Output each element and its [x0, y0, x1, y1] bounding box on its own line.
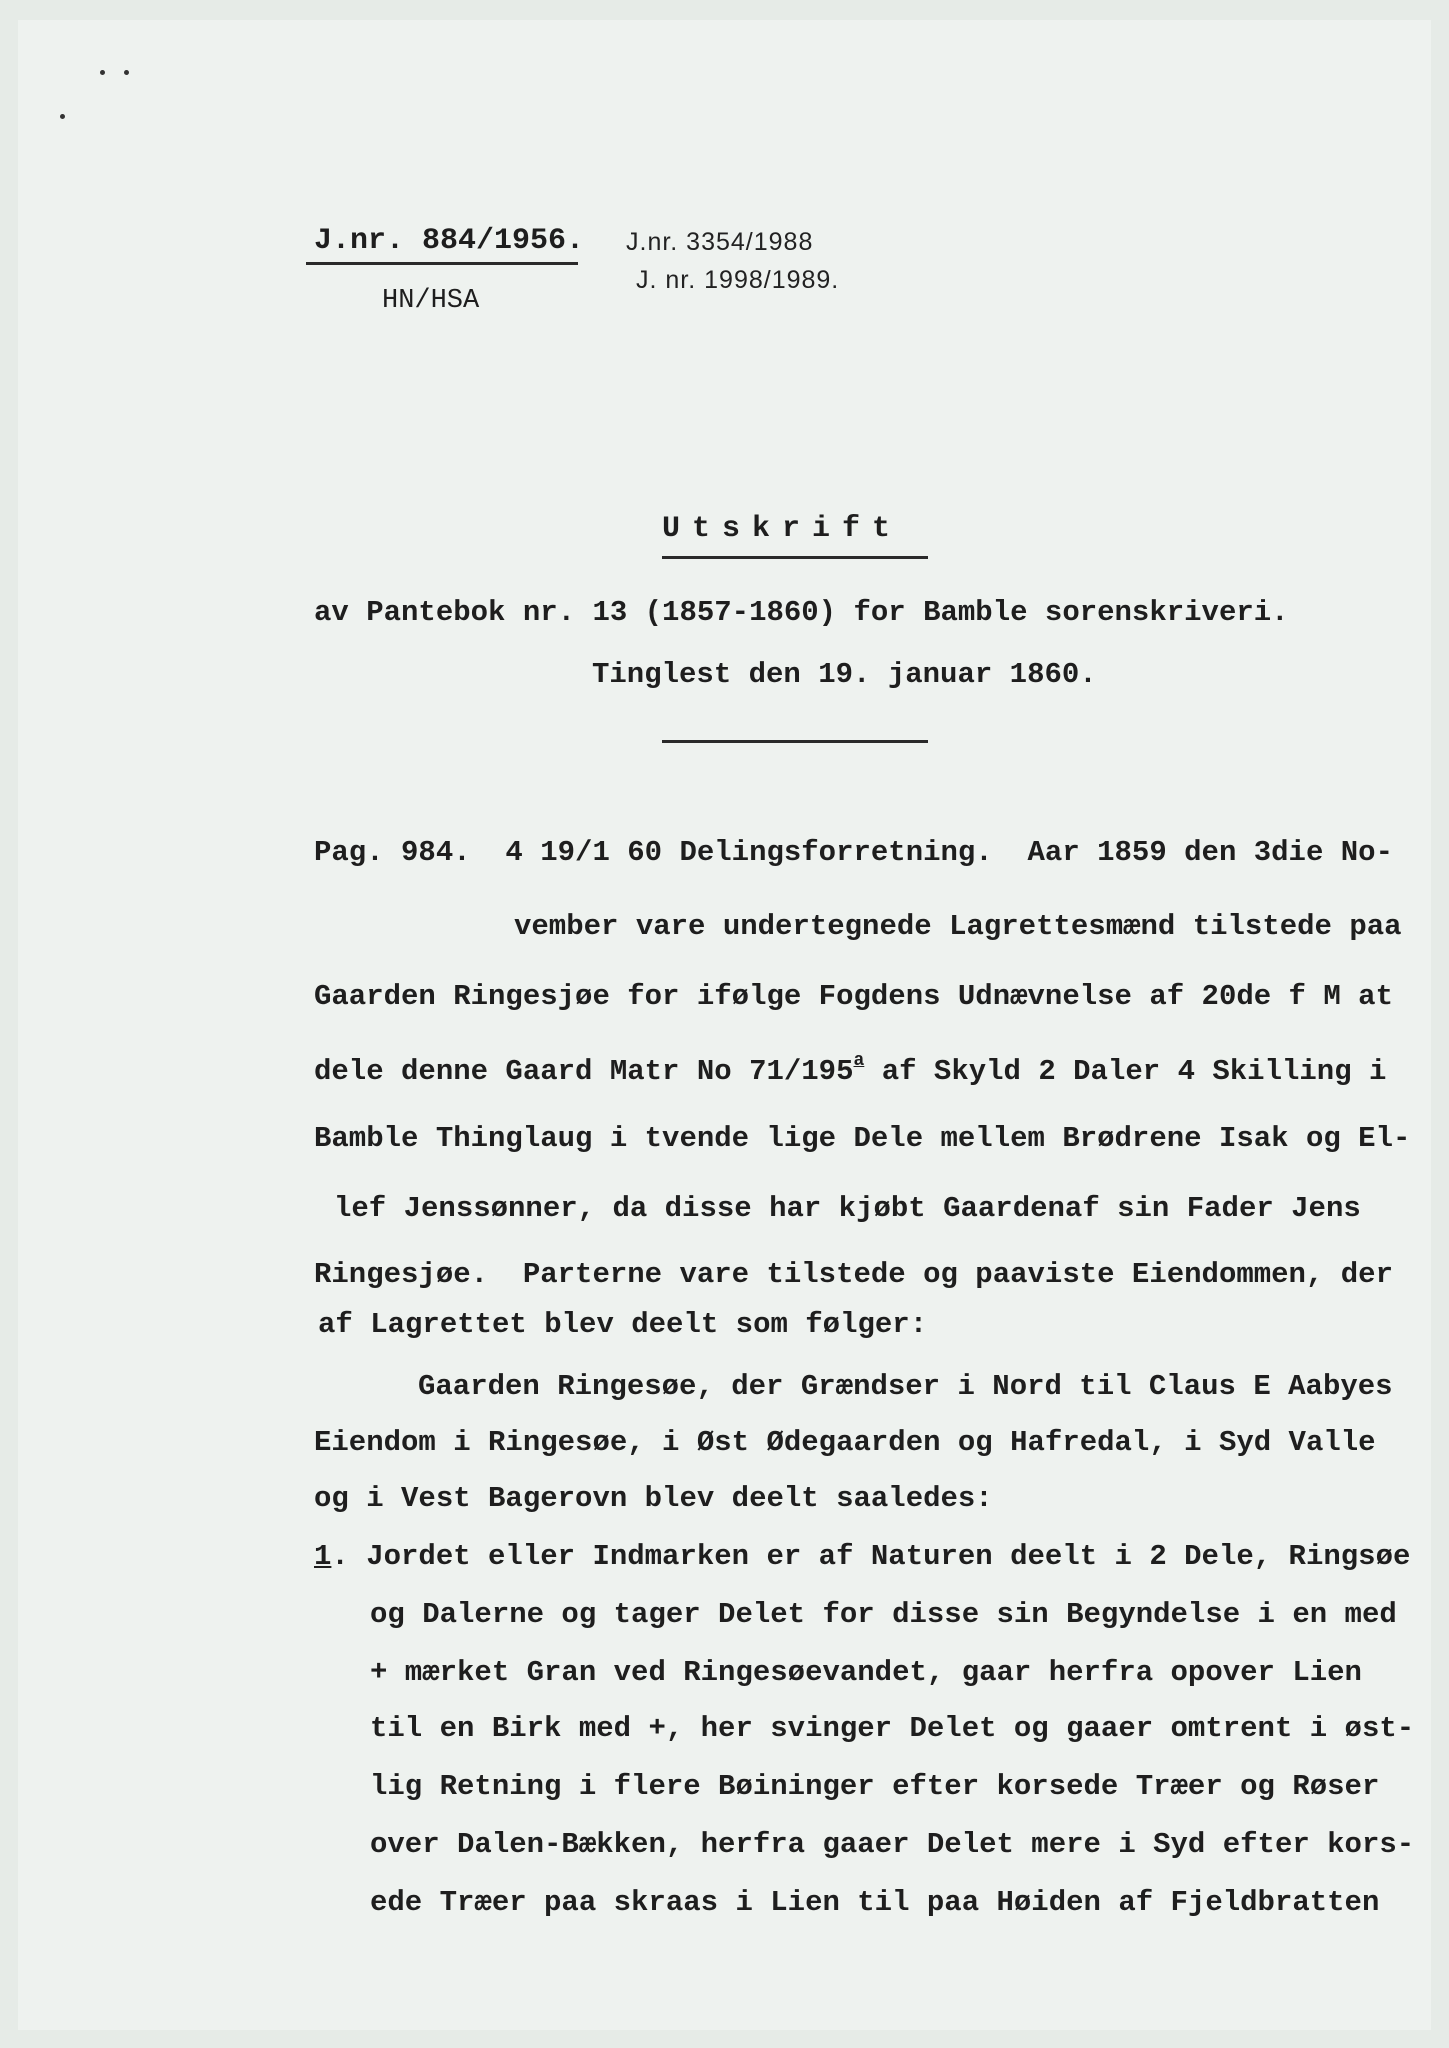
- journal-number: J.nr. 884/1956.: [314, 224, 585, 258]
- document-title: Utskrift: [662, 512, 903, 546]
- subtitle-line-1: av Pantebok nr. 13 (1857-1860) for Bamble sorenskriveri.: [314, 596, 1289, 629]
- body-line: Ringesjøe. Parterne vare tilstede og paaviste Eiendommen, der: [314, 1258, 1393, 1291]
- body-line: [314, 1542, 1410, 1571]
- body-line: Bamble Thinglaug i tvende lige Dele mellem Brødrene Isak og El-: [314, 1122, 1411, 1155]
- separator-rule: [662, 740, 928, 743]
- superscript: a: [853, 1051, 865, 1071]
- body-line: og Dalerne og tager Delet for disse sin Begyndelse i en med: [370, 1598, 1397, 1631]
- journal-stamp-1: J.nr. 3354/1988: [626, 228, 814, 256]
- punch-mark: [60, 114, 65, 119]
- punch-mark: [100, 70, 105, 75]
- journal-stamp-2: J. nr. 1998/1989.: [636, 266, 840, 294]
- body-line: Pag. 984. 4 19/1 60 Delingsforretning. Aar 1859 den 3die No-: [314, 836, 1393, 869]
- body-line: lef Jenssønner, da disse har kjøbt Gaardenaf sin Fader Jens: [334, 1192, 1361, 1225]
- item-number: 1: [314, 1540, 332, 1573]
- body-line: til en Birk med +, her svinger Delet og gaaer omtrent i øst-: [370, 1712, 1415, 1745]
- journal-number-underline: [306, 262, 578, 265]
- body-line: over Dalen-Bækken, herfra gaaer Delet mere i Syd efter kors-: [370, 1828, 1415, 1861]
- body-line: lig Retning i flere Bøininger efter korsede Træer og Røser: [370, 1770, 1380, 1803]
- body-line: Gaarden Ringesøe, der Grændser i Nord til Claus E Aabyes: [418, 1370, 1393, 1403]
- body-line: af Lagrettet blev deelt som følger:: [318, 1308, 928, 1341]
- body-line: [314, 1052, 1386, 1086]
- body-text: dele denne Gaard Matr No 71/195: [314, 1055, 854, 1088]
- body-line: ede Træer paa skraas i Lien til paa Høiden af Fjeldbratten: [370, 1886, 1380, 1919]
- title-underline: [662, 556, 928, 559]
- body-text: af Skyld 2 Daler 4 Skilling i: [864, 1055, 1387, 1088]
- body-line: + mærket Gran ved Ringesøevandet, gaar herfra opover Lien: [370, 1656, 1362, 1689]
- punch-mark: [124, 70, 129, 75]
- body-line: og i Vest Bagerovn blev deelt saaledes:: [314, 1482, 993, 1515]
- body-line: Eiendom i Ringesøe, i Øst Ødegaarden og Hafredal, i Syd Valle: [314, 1426, 1376, 1459]
- body-text: . Jordet eller Indmarken er af Naturen deelt i 2 Dele, Ringsøe: [331, 1540, 1411, 1573]
- subtitle-line-2: Tinglest den 19. januar 1860.: [592, 658, 1097, 691]
- initials: HN/HSA: [382, 286, 480, 316]
- body-line: vember vare undertegnede Lagrettesmænd tilstede paa: [514, 910, 1402, 943]
- body-line: Gaarden Ringesjøe for ifølge Fogdens Udnævnelse af 20de f M at: [314, 980, 1393, 1013]
